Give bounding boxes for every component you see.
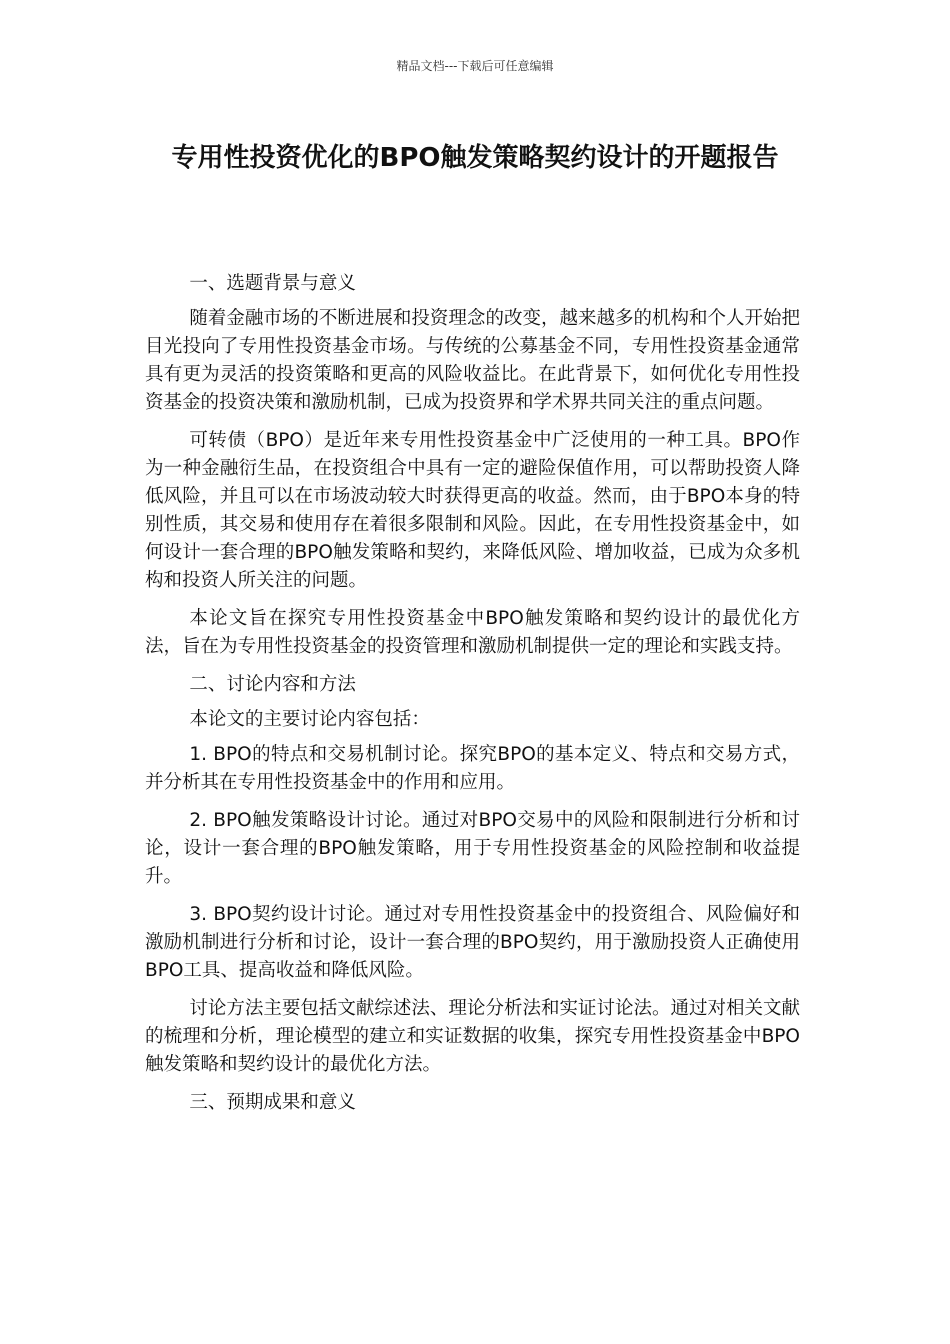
document-body: [145, 270, 800, 1124]
section-2-item-2: 2. BPO触发策略设计讨论。通过对BPO交易中的风险和限制进行分析和讨论，设计一套合理的BPO触发策略，用于专用性投资基金的风险控制和收益提升。: [145, 810, 800, 887]
document-title: 专用性投资优化的BPO触发策略契约设计的开题报告: [171, 143, 779, 173]
section-2-method: 讨论方法主要包括文献综述法、理论分析法和实证讨论法。通过对相关文献的梳理和分析，理论模型的建立和实证数据的收集，探究专用性投资基金中BPO触发策略和契约设计的最优化方法。: [145, 998, 800, 1075]
section-2-item-1: 1. BPO的特点和交易机制讨论。探究BPO的基本定义、特点和交易方式，并分析其在专用性投资基金中的作用和应用。: [145, 744, 800, 793]
section-2-intro: 本论文的主要讨论内容包括：: [189, 709, 430, 730]
section-3-heading: 三、预期成果和意义: [189, 1092, 356, 1113]
section-1-paragraph-3: 本论文旨在探究专用性投资基金中BPO触发策略和契约设计的最优化方法，旨在为专用性投资基金的投资管理和激励机制提供一定的理论和实践支持。: [145, 608, 800, 657]
section-2-heading: 二、讨论内容和方法: [189, 674, 356, 695]
section-1-paragraph-2: 可转债（BPO）是近年来专用性投资基金中广泛使用的一种工具。BPO作为一种金融衍生品，在投资组合中具有一定的避险保值作用，可以帮助投资人降低风险，并且可以在市场波动较大时获得更高的收益。然而，由于BPO本身的特别性质，其交易和使用存在着很多限制和风险。因此，在专用性投资基金中，如何设计一套合理的BPO触发策略和契约，来降低风险、增加收益，已成为众多机构和投资人所关注的问题。: [145, 430, 800, 591]
section-1-heading: 一、选题背景与意义: [189, 273, 356, 294]
section-2-item-3: 3. BPO契约设计讨论。通过对专用性投资基金中的投资组合、风险偏好和激励机制进行分析和讨论，设计一套合理的BPO契约，用于激励投资人正确使用BPO工具、提高收益和降低风险。: [145, 904, 800, 981]
section-1-paragraph-1: 随着金融市场的不断进展和投资理念的改变，越来越多的机构和个人开始把目光投向了专用性投资基金市场。与传统的公募基金不同，专用性投资基金通常具有更为灵活的投资策略和更高的风险收益比。在此背景下，如何优化专用性投资基金的投资决策和激励机制，已成为投资界和学术界共同关注的重点问题。: [145, 308, 800, 413]
page-header-note: 精品文档---下载后可任意编辑: [396, 59, 554, 73]
